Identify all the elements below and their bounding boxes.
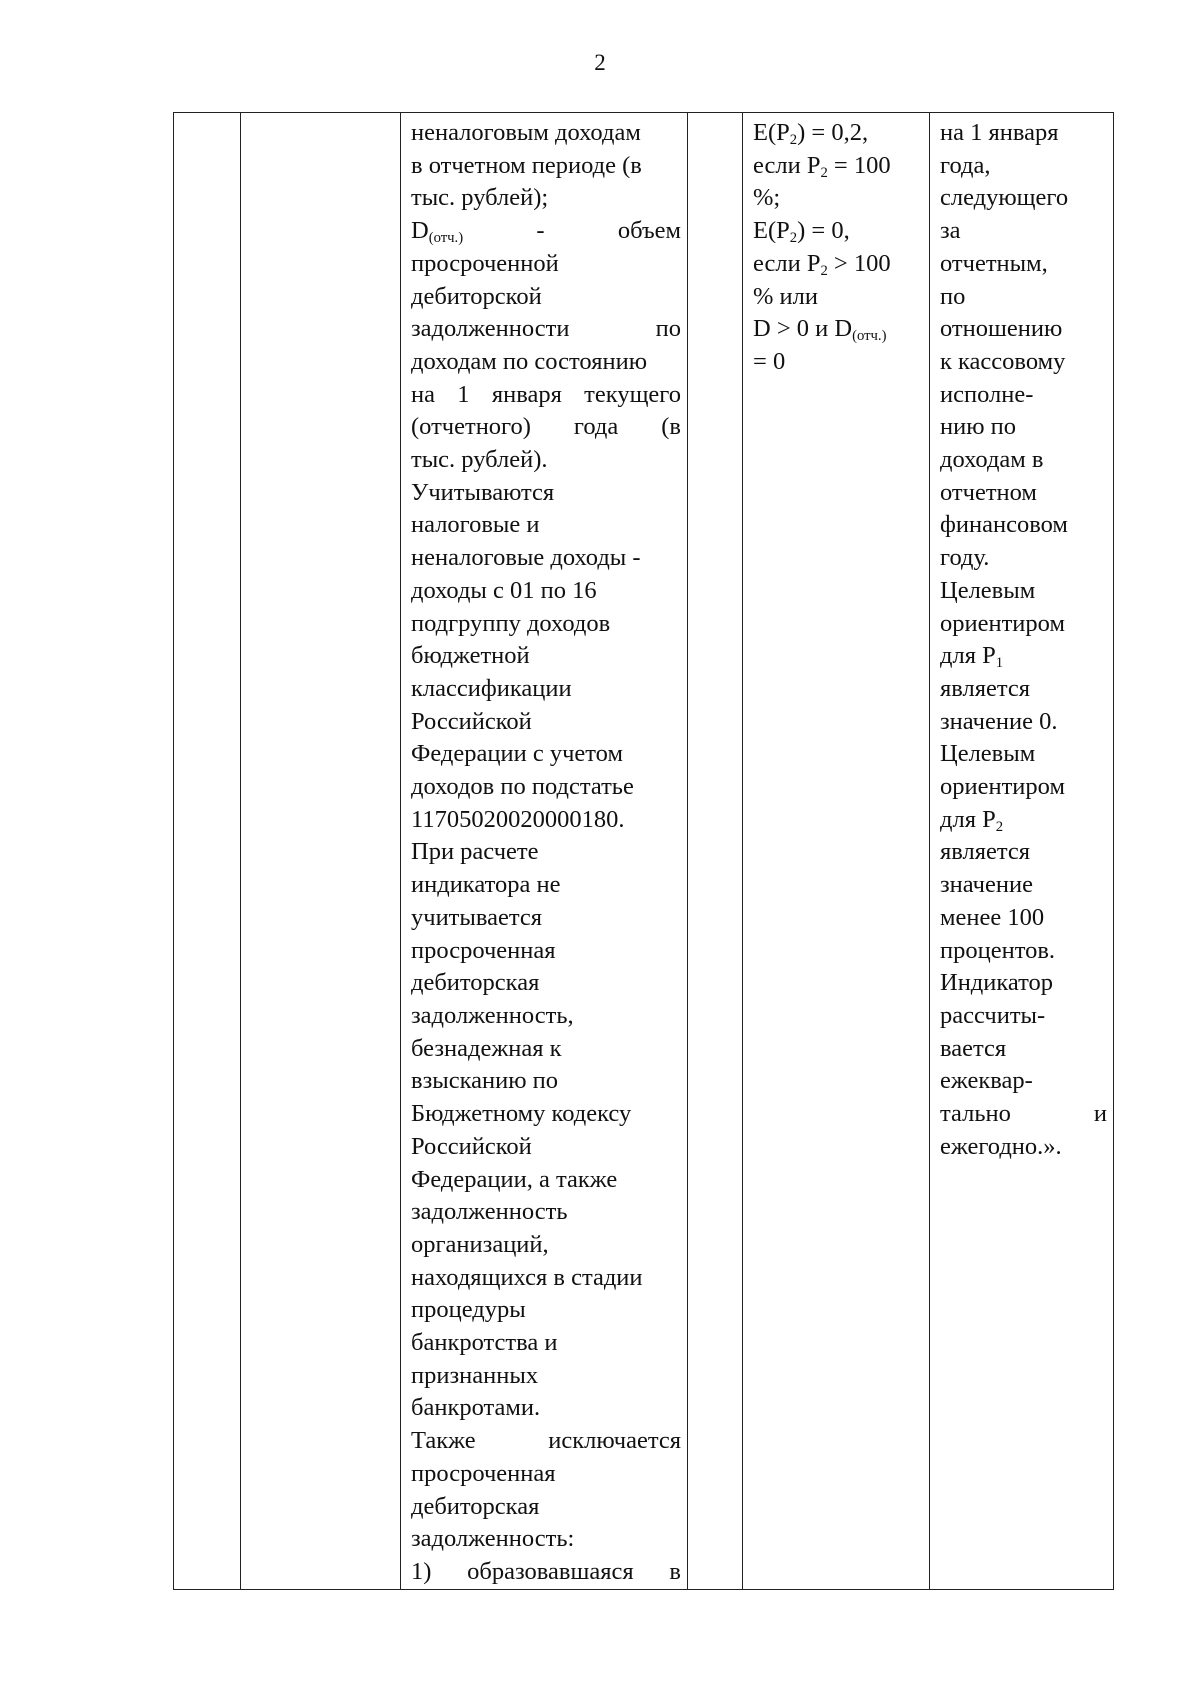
line-text: рассчиты- xyxy=(940,1001,1046,1029)
text-line xyxy=(411,1523,681,1556)
line-text: доходы с 01 по 16 xyxy=(411,576,597,604)
line-text: Российской xyxy=(411,1132,532,1160)
text-line xyxy=(940,150,1107,183)
text-line xyxy=(940,542,1107,575)
line-text: отчетном xyxy=(940,478,1037,506)
table-cell-formula xyxy=(743,113,930,1590)
text-line xyxy=(411,935,681,968)
line-text: индикатора не xyxy=(411,871,561,899)
text-line xyxy=(940,1065,1107,1098)
text-line xyxy=(940,346,1107,379)
text-line xyxy=(940,182,1107,215)
subscript: 2 xyxy=(789,132,798,148)
line-text: подгруппу доходов xyxy=(411,609,611,637)
line-text: если P xyxy=(753,249,821,277)
text-line xyxy=(940,313,1107,346)
line-text: ежеквар- xyxy=(940,1067,1033,1095)
table-cell-description xyxy=(401,113,688,1590)
line-text: вается xyxy=(940,1034,1007,1062)
line-text: тыс. рублей); xyxy=(411,184,549,212)
text-line xyxy=(411,1164,681,1197)
line-text: является xyxy=(940,674,1031,702)
text-line xyxy=(940,1098,1107,1131)
subscript: 2 xyxy=(995,818,1004,835)
text-line xyxy=(940,706,1107,739)
line-text: отношению xyxy=(940,315,1063,343)
subscript: 1 xyxy=(995,655,1004,672)
line-text: процедуры xyxy=(411,1296,526,1324)
text-line xyxy=(940,509,1107,542)
table-cell-empty-1 xyxy=(174,113,241,1590)
table-row xyxy=(174,113,1114,1590)
line-text: дебиторской xyxy=(411,282,542,310)
line-text: банкротами. xyxy=(411,1394,541,1422)
text-line xyxy=(940,1033,1107,1066)
line-text: доходам по состоянию xyxy=(411,347,647,375)
text-line xyxy=(411,117,681,150)
line-text: Учитываются xyxy=(411,478,555,506)
text-line xyxy=(753,248,923,281)
line-text: задолженности по xyxy=(411,315,681,343)
text-line xyxy=(411,1392,681,1425)
text-line xyxy=(411,1491,681,1524)
text-line xyxy=(940,281,1107,314)
line-text: Федерации с учетом xyxy=(411,740,623,768)
text-line xyxy=(411,640,681,673)
line-text: просроченной xyxy=(411,249,559,277)
text-line xyxy=(411,1294,681,1327)
line-text: за xyxy=(940,217,961,245)
text-line xyxy=(411,1458,681,1491)
text-line xyxy=(411,608,681,641)
text-line xyxy=(940,738,1107,771)
line-text: является xyxy=(940,838,1031,866)
line-text: налоговые и xyxy=(411,511,540,539)
text-line xyxy=(411,706,681,739)
text-line xyxy=(753,346,923,379)
text-line xyxy=(411,1556,681,1589)
text-line xyxy=(940,248,1107,281)
line-text: году. xyxy=(940,544,990,572)
line-text: на 1 января текущего xyxy=(411,380,681,408)
text-line xyxy=(411,738,681,771)
line-text: Целевым xyxy=(940,576,1036,604)
line-text-rest: = 100 xyxy=(827,151,891,179)
text-line xyxy=(940,967,1107,1000)
line-text: просроченная xyxy=(411,936,556,964)
text-line xyxy=(940,411,1107,444)
line-text: задолженность, xyxy=(411,1001,574,1029)
line-text: нию по xyxy=(940,413,1017,441)
line-text: ориентиром xyxy=(940,773,1065,801)
text-line xyxy=(940,771,1107,804)
text-line xyxy=(411,444,681,477)
comment-text xyxy=(940,117,1107,1164)
line-text: на 1 января xyxy=(940,119,1059,146)
subscript: 2 xyxy=(820,164,828,181)
line-text: Бюджетному кодексу xyxy=(411,1100,632,1128)
text-line xyxy=(940,869,1107,902)
text-line xyxy=(411,575,681,608)
line-text: к кассовому xyxy=(940,347,1066,375)
text-line xyxy=(411,673,681,706)
line-text: банкротства и xyxy=(411,1329,558,1357)
line-text-rest: > 100 xyxy=(827,249,891,277)
text-line xyxy=(940,477,1107,510)
line-text: признанных xyxy=(411,1361,539,1389)
text-line xyxy=(940,640,1107,673)
line-text: исполне- xyxy=(940,380,1034,408)
line-text: D > 0 и D xyxy=(753,315,853,343)
text-line xyxy=(940,1131,1107,1164)
line-text: Федерации, а также xyxy=(411,1165,618,1193)
line-text: 1) образовавшаяся в xyxy=(411,1557,681,1585)
text-line xyxy=(940,215,1107,248)
text-line xyxy=(411,509,681,542)
formula-text xyxy=(753,117,923,379)
line-text: Российской xyxy=(411,707,532,735)
text-line xyxy=(940,902,1107,935)
indicator-table xyxy=(173,112,1114,1590)
line-text: финансовом xyxy=(940,511,1068,539)
text-line xyxy=(411,1000,681,1033)
subscript: 2 xyxy=(789,230,798,247)
text-line xyxy=(940,673,1107,706)
text-line xyxy=(411,804,681,837)
subscript: (отч.) xyxy=(428,230,464,247)
text-line xyxy=(411,215,681,248)
text-line xyxy=(411,771,681,804)
line-text: дебиторская xyxy=(411,969,540,997)
line-text: задолженность xyxy=(411,1198,568,1226)
line-text: бюджетной xyxy=(411,642,530,670)
line-text-rest: - объем xyxy=(463,217,681,245)
subscript: (отч.) xyxy=(852,328,887,345)
line-text: Также исключается xyxy=(411,1427,681,1455)
text-line xyxy=(411,869,681,902)
line-text: ежегодно.». xyxy=(940,1132,1062,1160)
text-line xyxy=(940,444,1107,477)
line-text: D xyxy=(411,217,429,245)
line-text: организаций, xyxy=(411,1230,549,1258)
line-text: неналоговым доходам xyxy=(411,119,641,146)
line-text: доходов по подстатье xyxy=(411,773,634,801)
text-line xyxy=(411,313,681,346)
line-text-rest: ) = 0,2, xyxy=(797,119,869,146)
text-line xyxy=(940,117,1107,150)
text-line xyxy=(411,411,681,444)
line-text: задолженность: xyxy=(411,1525,575,1553)
text-line xyxy=(940,575,1107,608)
text-line xyxy=(411,1131,681,1164)
line-text: Индикатор xyxy=(940,969,1054,997)
line-text: неналоговые доходы - xyxy=(411,544,641,572)
text-line xyxy=(411,346,681,379)
text-line xyxy=(411,379,681,412)
line-text: менее 100 xyxy=(940,903,1045,931)
text-line xyxy=(411,281,681,314)
text-line xyxy=(411,1262,681,1295)
line-text: находящихся в стадии xyxy=(411,1263,643,1291)
line-text-rest: ) = 0, xyxy=(797,217,850,245)
text-line xyxy=(411,150,681,183)
line-text: года, xyxy=(940,151,991,179)
line-text: Целевым xyxy=(940,740,1036,768)
line-text: классификации xyxy=(411,674,572,702)
line-text: если P xyxy=(753,151,821,179)
line-text: (отчетного) года (в xyxy=(411,413,681,441)
line-text: учитывается xyxy=(411,903,542,931)
line-text: отчетным, xyxy=(940,249,1048,277)
text-line xyxy=(411,248,681,281)
text-line xyxy=(753,150,923,183)
line-text: ориентиром xyxy=(940,609,1065,637)
text-line xyxy=(940,608,1107,641)
text-line xyxy=(753,215,923,248)
table-cell-empty-2 xyxy=(241,113,401,1590)
text-line xyxy=(411,836,681,869)
line-text: следующего xyxy=(940,184,1069,212)
text-line xyxy=(411,1065,681,1098)
line-text: значение xyxy=(940,871,1033,899)
subscript: 2 xyxy=(820,262,828,279)
line-text: % или xyxy=(753,282,818,310)
line-text: процентов. xyxy=(940,936,1056,964)
line-text: безнадежная к xyxy=(411,1034,562,1062)
line-text: дебиторская xyxy=(411,1492,540,1520)
text-line xyxy=(411,967,681,1000)
line-text: взысканию по xyxy=(411,1067,558,1095)
text-line xyxy=(940,836,1107,869)
text-line xyxy=(753,182,923,215)
line-text: просроченная xyxy=(411,1459,556,1487)
page-number: 2 xyxy=(594,50,606,75)
text-line xyxy=(753,281,923,314)
text-line xyxy=(411,1196,681,1229)
text-line xyxy=(411,542,681,575)
text-line xyxy=(411,182,681,215)
text-line xyxy=(411,1425,681,1458)
text-line xyxy=(411,1033,681,1066)
text-line xyxy=(411,1360,681,1393)
text-line xyxy=(411,902,681,935)
line-text: тыс. рублей). xyxy=(411,446,548,474)
table-cell-comment xyxy=(930,113,1114,1590)
line-text: E(P xyxy=(753,119,790,146)
text-line xyxy=(411,1327,681,1360)
line-text: для P xyxy=(940,805,996,833)
text-line xyxy=(411,477,681,510)
line-text: значение 0. xyxy=(940,707,1058,735)
text-line xyxy=(940,804,1107,837)
line-text: E(P xyxy=(753,217,790,245)
line-text: При расчете xyxy=(411,838,539,866)
line-text: по xyxy=(940,282,966,310)
table-cell-empty-4 xyxy=(688,113,743,1590)
line-text: доходам в xyxy=(940,446,1044,474)
line-text: = 0 xyxy=(753,347,786,375)
description-text xyxy=(411,117,681,1589)
line-text: в отчетном периоде (в xyxy=(411,151,642,179)
line-text: %; xyxy=(753,184,781,212)
line-text: тально и xyxy=(940,1100,1107,1128)
line-text: для P xyxy=(940,642,996,670)
text-line xyxy=(411,1098,681,1131)
text-line xyxy=(940,1000,1107,1033)
text-line xyxy=(753,313,923,346)
text-line xyxy=(940,379,1107,412)
text-line xyxy=(753,117,923,150)
line-text: 11705020020000180. xyxy=(411,805,625,833)
text-line xyxy=(940,935,1107,968)
text-line xyxy=(411,1229,681,1262)
